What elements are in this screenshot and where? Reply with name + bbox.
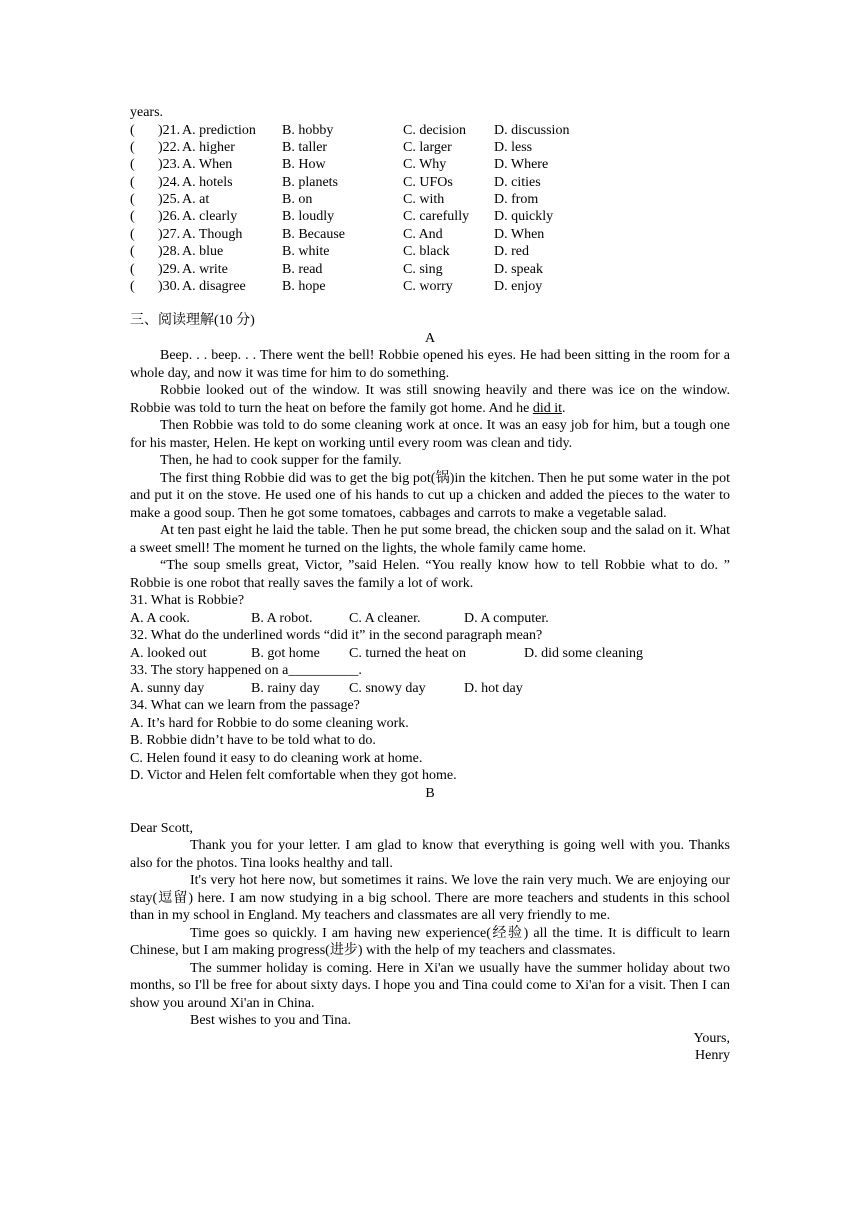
letter-signature: Henry (695, 1048, 730, 1064)
paragraph: The first thing Robbie did was to get the big pot(锅)in the kitchen. Then he put some water in the pot and put it on the stove. He used one of his hands to cut up a chicken and added the pieces to the water to make a good soup. Then he got some tomatoes, cabbages and carrots to make a vegetable salad. (130, 470, 730, 521)
option-d: D. from (494, 192, 539, 208)
option-b: B. white (282, 244, 330, 260)
option-b: B. planets (282, 174, 338, 190)
section-title: 三、阅读理解(10 分) (130, 313, 255, 329)
option-a: A. Though (182, 226, 243, 242)
spacer (130, 802, 730, 820)
option-b: B. hope (282, 279, 326, 295)
cloze-options-list (130, 122, 730, 296)
option-c: C. decision (403, 122, 466, 138)
option-a: A. higher (182, 139, 235, 155)
option-d: D. red (494, 244, 529, 260)
option-a: A. blue (182, 244, 224, 260)
option: A. sunny day (130, 680, 205, 696)
letter-paragraph: Thank you for your letter. I am glad to know that everything is going well with you. Thanks also for the photos. Tina looks healthy and tall. (130, 838, 730, 871)
option-a: A. prediction (182, 122, 256, 138)
letter-paragraph: It's very hot here now, but sometimes it rains. We love the rain very much. We are enjoying our stay(逗留) here. I am now studying in a big school. There are more teachers and students in this school than in my school in England. My teachers and classmates are all very friendly to me. (130, 873, 730, 924)
option-a: A. clearly (182, 209, 238, 225)
option-b: B. Because (282, 226, 345, 242)
answer-paren: ( (130, 157, 135, 173)
option-b: B. read (282, 261, 323, 277)
option-b: B. hobby (282, 122, 334, 138)
answer-paren: ( (130, 192, 135, 208)
question-number: )28. (158, 244, 181, 260)
option-c: C. carefully (403, 209, 470, 225)
question-32-options (130, 645, 730, 663)
paragraph: Beep. . . beep. . . There went the bell! Robbie opened his eyes. He had been sitting in the room for a whole day, and now it was time for him to do something. (130, 348, 730, 381)
document-page (130, 104, 730, 1065)
cloze-question-row (130, 122, 730, 139)
cloze-question-row (130, 278, 730, 295)
paragraph: Then Robbie was told to do some cleaning work at once. It was an easy job for him, but a tough one for his master, Helen. He kept on working until every room was clean and tidy. (130, 418, 730, 451)
option-a: A. hotels (182, 174, 233, 190)
option-c: C. sing (403, 261, 443, 277)
letter-greeting: Dear Scott, (130, 820, 193, 836)
option-a: A. When (182, 157, 233, 173)
question-number: )23. (158, 157, 181, 173)
option-d: D. discussion (494, 122, 570, 138)
question-32: 32. What do the underlined words “did it” in the second paragraph mean? (130, 628, 543, 644)
option-a: A. disagree (182, 279, 246, 295)
option: C. Helen found it easy to do cleaning work at home. (130, 750, 423, 766)
option-d: D. enjoy (494, 279, 543, 295)
option: A. It’s hard for Robbie to do some cleaning work. (130, 715, 409, 731)
option-b: B. taller (282, 139, 328, 155)
option-a: A. write (182, 261, 228, 277)
question-number: )27. (158, 226, 181, 242)
option-c: C. worry (403, 279, 453, 295)
passage-b-label: B (425, 785, 435, 801)
option: A. A cook. (130, 610, 190, 626)
letter-paragraph: Best wishes to you and Tina. (190, 1013, 352, 1029)
question-number: )25. (158, 192, 181, 208)
option: D. A computer. (464, 610, 549, 626)
answer-paren: ( (130, 122, 135, 138)
question-number: )29. (158, 261, 181, 277)
option-b: B. loudly (282, 209, 335, 225)
letter-closing: Yours, (693, 1030, 730, 1046)
paragraph-text: . (561, 400, 566, 416)
question-number: )30. (158, 279, 181, 295)
option-c: C. with (403, 192, 445, 208)
option-a: A. at (182, 192, 210, 208)
option-c: C. And (403, 226, 443, 242)
question-number: )21. (158, 122, 181, 138)
option-c: C. black (403, 244, 450, 260)
answer-paren: ( (130, 139, 135, 155)
paragraph: “The soup smells great, Victor, ”said Helen. “You really know how to tell Robbie what to do. ” Robbie is one robot that really saves the family a lot of work. (130, 558, 730, 591)
answer-paren: ( (130, 174, 135, 190)
underlined-phrase: did it (532, 400, 562, 416)
option: D. hot day (464, 680, 523, 696)
option-b: B. on (282, 192, 313, 208)
question-34: 34. What can we learn from the passage? (130, 698, 360, 714)
option-c: C. Why (403, 157, 447, 173)
question-33-options (130, 680, 730, 698)
question-31: 31. What is Robbie? (130, 593, 245, 609)
paragraph (130, 382, 730, 417)
option-d: D. speak (494, 261, 543, 277)
cloze-question-row (130, 208, 730, 225)
option: D. Victor and Helen felt comfortable when they got home. (130, 768, 457, 784)
question-number: )26. (158, 209, 181, 225)
option-d: D. When (494, 226, 545, 242)
option-c: C. larger (403, 139, 452, 155)
option: C. A cleaner. (349, 610, 421, 626)
option: B. rainy day (251, 680, 320, 696)
option-d: D. cities (494, 174, 541, 190)
question-number: )22. (158, 139, 181, 155)
cloze-question-row (130, 139, 730, 156)
letter-paragraph: The summer holiday is coming. Here in Xi'an we usually have the summer holiday about two months, so I'll be free for about sixty days. I hope you and Tina could come to Xi'an for a visit. Then I can show you around Xi'an in China. (130, 960, 730, 1011)
option: C. snowy day (349, 680, 426, 696)
option-d: D. quickly (494, 209, 554, 225)
option: B. A robot. (251, 610, 313, 626)
answer-paren: ( (130, 226, 135, 242)
cloze-question-row (130, 226, 730, 243)
option: B. Robbie didn’t have to be told what to do. (130, 733, 376, 749)
cloze-question-row (130, 243, 730, 260)
question-number: )24. (158, 174, 181, 190)
option-c: C. UFOs (403, 174, 453, 190)
option-d: D. Where (494, 157, 549, 173)
paragraph-text: Robbie looked out of the window. It was still snowing heavily and there was ice on the window. Robbie was told to turn the heat on before the family got home. And he (130, 383, 730, 416)
option: C. turned the heat on (349, 645, 467, 661)
option: D. did some cleaning (524, 645, 643, 661)
cloze-question-row (130, 156, 730, 173)
answer-paren: ( (130, 261, 135, 277)
paragraph: Then, he had to cook supper for the family. (160, 453, 402, 469)
letter-paragraph: Time goes so quickly. I am having new experience(经验) all the time. It is difficult to learn Chinese, but I am making progress(进步) with the help of my teachers and classmates. (130, 925, 730, 959)
option: A. looked out (130, 645, 207, 661)
option-b: B. How (282, 157, 326, 173)
cloze-question-row (130, 191, 730, 208)
cloze-question-row (130, 174, 730, 191)
answer-paren: ( (130, 279, 135, 295)
paragraph: At ten past eight he laid the table. Then he put some bread, the chicken soup and the salad on it. What a sweet smell! The moment he turned on the lights, the whole family came home. (130, 523, 730, 556)
option-d: D. less (494, 139, 533, 155)
answer-paren: ( (130, 244, 135, 260)
option: B. got home (251, 645, 320, 661)
answer-paren: ( (130, 209, 135, 225)
question-33: 33. The story happened on a__________. (130, 663, 362, 679)
passage-a-label: A (424, 330, 436, 346)
question-31-options (130, 610, 730, 628)
cloze-question-row (130, 261, 730, 278)
continuation-text: years. (130, 105, 164, 120)
